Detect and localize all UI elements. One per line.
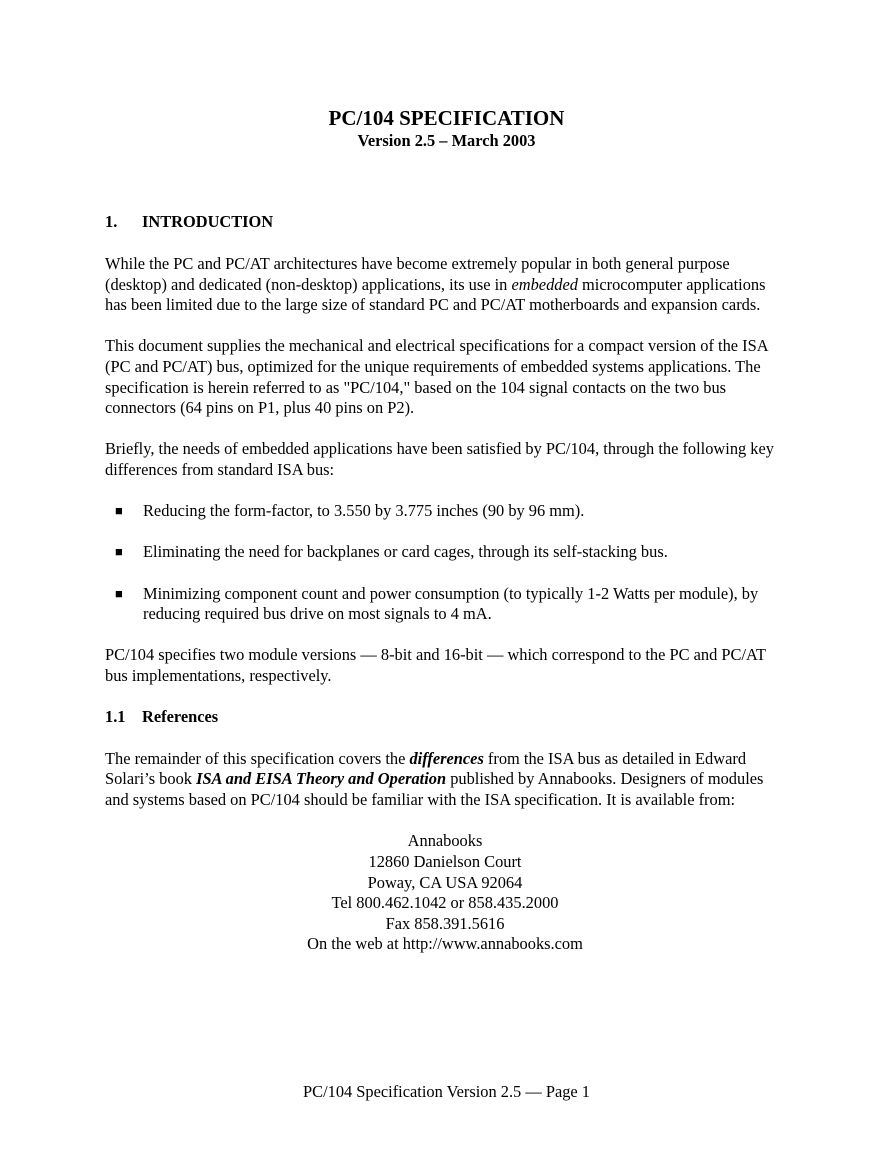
section-heading-references [105, 707, 785, 728]
document-title: PC/104 SPECIFICATION [328, 106, 565, 130]
square-bullet-icon: ■ [115, 544, 123, 560]
publisher-address [105, 831, 785, 955]
intro-paragraph-4: PC/104 specifies two module versions — 8-bit and 16-bit — which correspond to the PC and PC/AT bus implementations, respectively. [105, 645, 766, 685]
list-item [105, 584, 785, 625]
address-line: 12860 Danielson Court [368, 852, 522, 872]
list-item-text: Reducing the form-factor, to 3.550 by 3.775 inches (90 by 96 mm). [143, 501, 585, 521]
references-book-title: ISA and EISA Theory and Operation [196, 769, 447, 789]
square-bullet-icon: ■ [115, 585, 123, 601]
list-item [105, 542, 785, 563]
address-line: Poway, CA USA 92064 [367, 872, 523, 892]
references-paragraph [105, 749, 785, 811]
intro-paragraph-3: Briefly, the needs of embedded applications have been satisfied by PC/104, through the following key differences from standard ISA bus: [105, 439, 774, 479]
section-number: 1. [105, 212, 118, 231]
address-line: On the web at http://www.annabooks.com [307, 934, 583, 954]
references-text-c: published by Annabooks. Designers of modules and systems based on PC/104 should be familiar with the ISA specification. It is available from: [105, 769, 764, 809]
references-text-b: from the ISA bus as detailed in Edward Solari’s book [105, 748, 747, 789]
document-body [105, 212, 785, 955]
section-heading-introduction [105, 212, 785, 233]
section-title: INTRODUCTION [142, 212, 274, 231]
key-differences-list [105, 501, 785, 625]
intro-paragraph-1 [105, 254, 785, 316]
references-text-a: The remainder of this specification covers the [105, 748, 410, 768]
intro-paragraph-2: This document supplies the mechanical and electrical specifications for a compact version of the ISA (PC and PC/AT) bus, optimized for the unique requirements of embedded systems applications. The specification is herein referred to as "PC/104," based on the 104 signal contacts on the two bus connectors (64 pins on P1, plus 40 pins on P2). [105, 336, 768, 418]
subsection-title: References [142, 707, 219, 727]
square-bullet-icon: ■ [115, 503, 123, 519]
list-item-text: Minimizing component count and power consumption (to typically 1-2 Watts per module), by reducing required bus drive on most signals to 4 mA. [143, 583, 759, 624]
document-version: Version 2.5 – March 2003 [357, 131, 536, 150]
page-footer: PC/104 Specification Version 2.5 — Page 1 [303, 1082, 590, 1101]
address-line: Annabooks [407, 831, 483, 851]
references-emphasis-differences: differences [409, 748, 484, 768]
intro-p1-emphasis: embedded [511, 274, 578, 294]
intro-p1-text-a: While the PC and PC/AT architectures have become extremely popular in both general purpose (desktop) and dedicated (non-desktop) applications, its use in [105, 254, 730, 294]
title-block [0, 105, 893, 151]
list-item [105, 501, 785, 522]
subsection-number: 1.1 [105, 707, 126, 727]
list-item-text: Eliminating the need for backplanes or card cages, through its self-stacking bus. [143, 542, 668, 562]
intro-p1-text-b: microcomputer applications has been limited due to the large size of standard PC and PC/AT motherboards and expansion cards. [105, 274, 766, 315]
address-line: Fax 858.391.5616 [385, 913, 505, 933]
address-line: Tel 800.462.1042 or 858.435.2000 [331, 893, 559, 913]
